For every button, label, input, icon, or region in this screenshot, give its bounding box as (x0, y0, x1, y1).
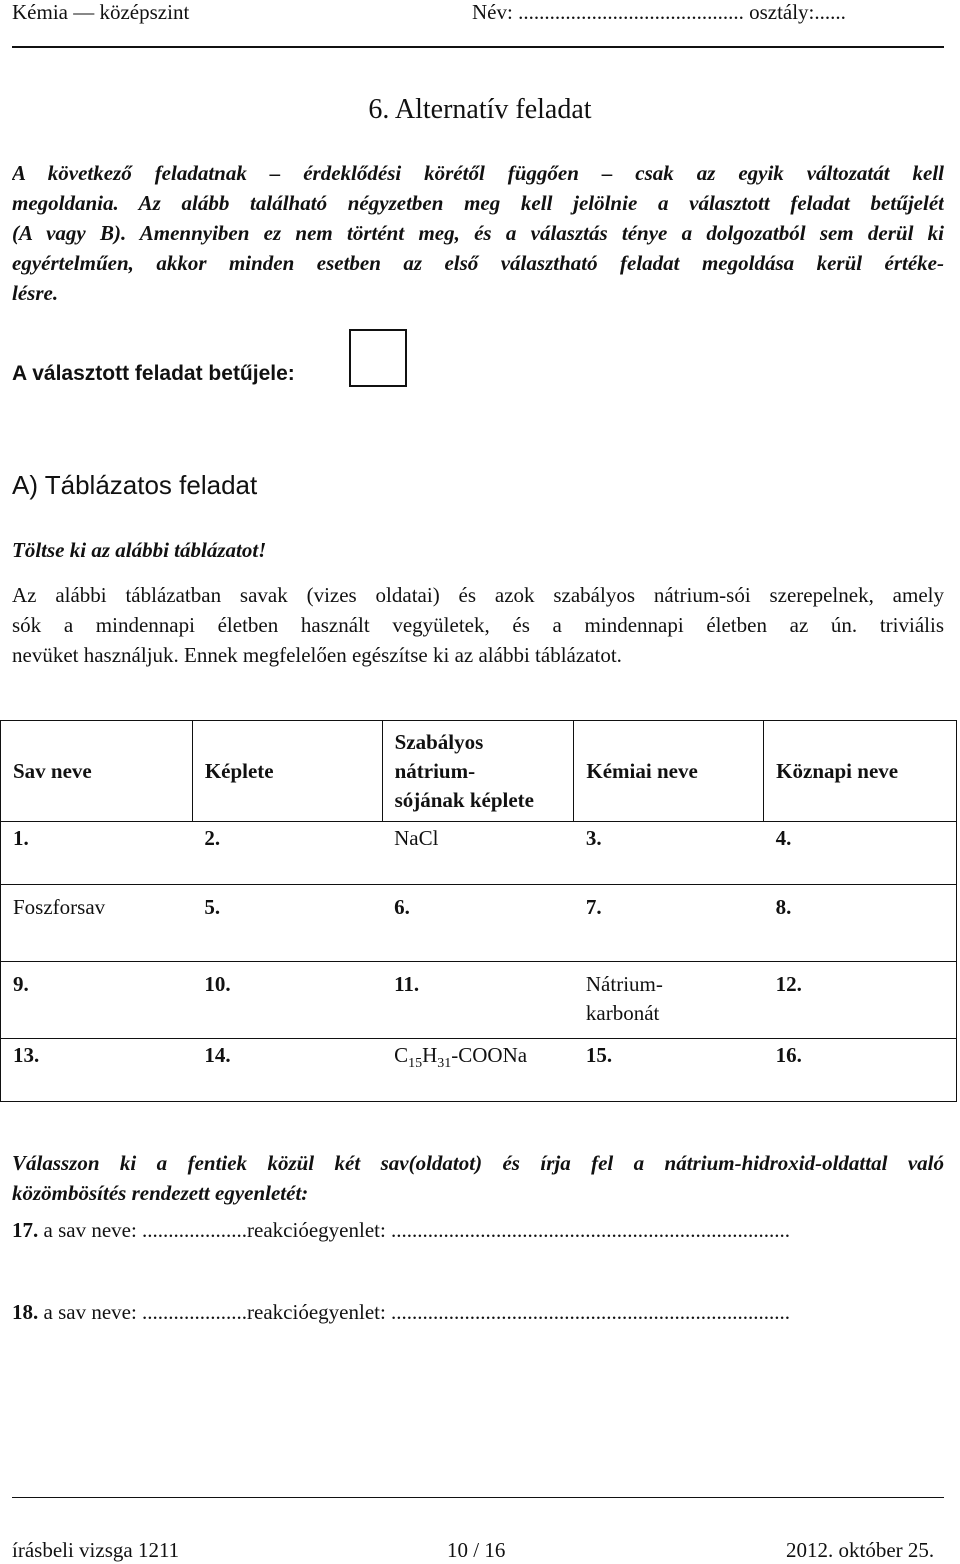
intro-line: (A vagy B). Amennyiben ez nem történt meg, és a választás ténye a dolgozatból sem derül ki (12, 221, 944, 245)
table-cell: NaCl (382, 822, 574, 885)
footer-page-number: 10 / 16 (447, 1538, 506, 1562)
formula-rest: -COONa (451, 1043, 528, 1067)
table-header-cell: Képlete (192, 721, 382, 822)
table-header-cell (382, 721, 574, 822)
formula-sub-15: 15 (408, 1056, 423, 1072)
intro-line: megoldania. Az alább található négyzetben meg kell jelölnie a választott feladat betűjelét (12, 191, 944, 215)
table-cell[interactable]: 8. (764, 885, 957, 962)
footer-exam: írásbeli vizsga 1211 (12, 1538, 180, 1562)
equation-field[interactable]: reakcióegyenlet: ............................................................................ (247, 1300, 791, 1324)
table-cell (574, 962, 764, 1039)
table-row (1, 822, 957, 885)
table-header-row (1, 721, 957, 822)
formula-h: H (422, 1043, 438, 1067)
table-row (1, 962, 957, 1039)
acid-name-field[interactable]: a sav neve: .................... (43, 1218, 248, 1242)
answer-number: 17. (12, 1218, 39, 1242)
table-cell[interactable]: 2. (192, 822, 382, 885)
chosen-task-box[interactable] (349, 329, 407, 387)
table-cell[interactable]: 11. (382, 962, 574, 1039)
table-cell[interactable]: 6. (382, 885, 574, 962)
header-rule (12, 46, 944, 48)
table-row (1, 885, 957, 962)
table-cell[interactable]: 9. (1, 962, 193, 1039)
table-cell[interactable]: 14. (192, 1039, 382, 1102)
intro-line: lésre. (12, 281, 59, 305)
page-header (12, 0, 944, 30)
answer-number: 18. (12, 1300, 39, 1324)
intro-text (12, 158, 944, 308)
section-a-paragraph (12, 580, 944, 670)
table-header-cell: Köznapi neve (764, 721, 957, 822)
table-cell[interactable]: 5. (192, 885, 382, 962)
table-header-cell: Kémiai neve (574, 721, 764, 822)
cell-line: Nátrium- (585, 972, 663, 996)
table-cell[interactable]: 3. (574, 822, 764, 885)
intro-line: egyértelműen, akkor minden esetben az első választható feladat megoldása kerül értéke- (12, 251, 944, 275)
footer-rule (12, 1497, 944, 1498)
header-name-class: Név: ........................................... osztály:...... (472, 0, 846, 24)
equation-field[interactable]: reakcióegyenlet: ............................................................................ (247, 1218, 791, 1242)
paragraph-line: sók a mindennapi életben használt vegyületek, és a mindennapi életben az ún. triviális (12, 613, 944, 637)
table-cell[interactable]: 10. (192, 962, 382, 1039)
header-line: nátrium- (394, 758, 476, 783)
acid-salt-table (0, 720, 957, 1102)
page-title: 6. Alternatív feladat (368, 94, 592, 125)
header-subject: Kémia — középszint (12, 0, 190, 24)
task-line: közömbösítés rendezett egyenletét: (12, 1181, 309, 1205)
header-line: Szabályos (394, 729, 484, 754)
table-cell[interactable]: 1. (1, 822, 193, 885)
header-line: sójának képlete (394, 787, 535, 812)
paragraph-line: Az alábbi táblázatban savak (vizes oldatai) és azok szabályos nátrium-sói szerepelnek, amely (12, 583, 944, 607)
table-cell[interactable]: 7. (574, 885, 764, 962)
section-a-title: A) Táblázatos feladat (12, 470, 258, 500)
cell-line: karbonát (585, 1001, 660, 1025)
formula-sub-31: 31 (437, 1056, 452, 1072)
table-header-cell: Sav neve (1, 721, 193, 822)
footer-date: 2012. október 25. (786, 1538, 935, 1562)
table-cell[interactable]: 13. (1, 1039, 193, 1102)
table-row (1, 1039, 957, 1102)
table-cell: Foszforsav (1, 885, 193, 962)
acid-name-field[interactable]: a sav neve: .................... (43, 1300, 248, 1324)
table-cell[interactable]: 4. (764, 822, 957, 885)
intro-line: A következő feladatnak – érdeklődési körétől függően – csak az egyik változatát kell (12, 161, 944, 185)
table-cell-formula (382, 1039, 574, 1102)
formula-c: C (394, 1043, 409, 1067)
table-cell[interactable]: 15. (574, 1039, 764, 1102)
table-cell[interactable]: 12. (764, 962, 957, 1039)
answer-line-17[interactable] (12, 1218, 790, 1243)
table-cell[interactable]: 16. (764, 1039, 957, 1102)
chosen-task-label: A választott feladat betűjele: (12, 362, 295, 385)
neutralization-task (12, 1148, 944, 1208)
task-line: Válasszon ki a fentiek közül két sav(oldatot) és írja fel a nátrium-hidroxid-oldattal való (12, 1151, 944, 1175)
section-a-instruction: Töltse ki az alábbi táblázatot! (12, 538, 267, 562)
paragraph-line: nevüket használjuk. Ennek megfelelően egészítse ki az alábbi táblázatot. (12, 643, 622, 667)
answer-line-18[interactable] (12, 1300, 790, 1325)
